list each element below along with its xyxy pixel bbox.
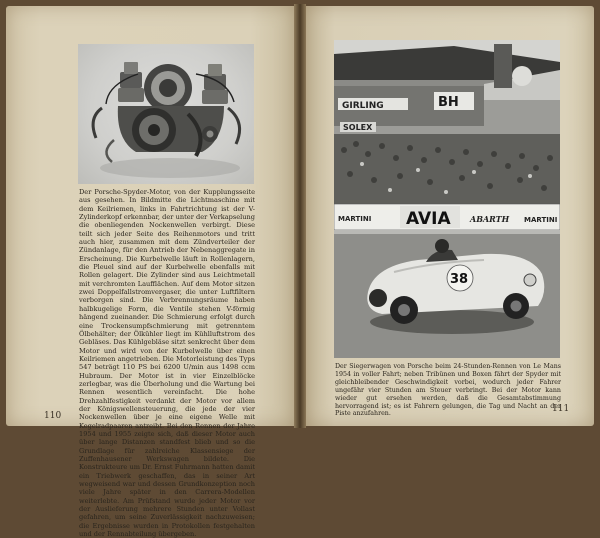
right-page-number: 111	[552, 404, 570, 414]
sign-solex: SOLEX	[343, 123, 373, 132]
sign-bh: BH	[438, 95, 459, 110]
book-gutter	[294, 4, 306, 428]
sign-martini-right: MARTINI	[524, 216, 558, 224]
right-page	[306, 6, 594, 426]
engine-photo	[78, 44, 254, 184]
sign-girling: GIRLING	[342, 101, 384, 111]
race-caption-paragraph: Der Siegerwagen von Porsche beim 24-Stunden-Rennen von Le Mans 1954 in voller Fahrt; neben Tribünen und Boxen fährt der Spyder mit gleichbleibender Geschwindigkeit vorbei, wodurch jeder Fahrer ungefähr vier Stunden am Steuer verbringt. Bei der Motor kann wieder gut ersehen werden, daß die Gesamtabstimmung hervorragend ist; es ist Fahrern gelungen, die Tag und Nacht an der Piste anzufahren.	[335, 363, 561, 418]
engine-description-text	[79, 188, 255, 538]
sign-avia: AVIA	[406, 209, 451, 229]
race-scene	[334, 40, 560, 358]
left-page	[6, 6, 294, 538]
race-photo	[334, 40, 560, 358]
engine-illustration	[78, 44, 254, 184]
sign-abarth: ABARTH	[470, 214, 510, 224]
engine-description-paragraph: Der Porsche-Spyder-Motor, von der Kupplungsseite aus gesehen. In Bildmitte die Lichtmaschine mit dem Keilriemen, links in Fahrtrichtung ist der V-Zylinderkopf erkennbar, der unter der Verkapselung die obenliegenden Nockenwellen verbirgt. Diese teilt sich jeder Seite des Reihenmotors und tritt auch hier, zusammen mit dem Zündverteiler der Zündanlage, für den Antrieb der Nebenaggregate in Erscheinung. Die Kurbelwelle läuft in Rollenlagern, die Pleuel sind auf der Kurbelwelle ebenfalls mit Rollen gelagert. Die Zylinder sind aus Leichtmetall mit verchromten Laufflächen. Auf dem Motor sitzen zwei Doppelfallstromvergaser, die unter Luftfiltern verborgen sind. Die Verbrennungsräume haben halbkugelige Form, die Ventile stehen V-förmig hängend zueinander. Die Schmierung erfolgt durch eine Trockensumpfschmierung mit getrenntem Ölbehälter; der Ölkühler liegt im Kühlluftstrom des Gebläses. Das Kühlgebläse sitzt senkrecht über dem Motor und wird von der Kurbelwelle über einen Keilriemen angetrieben. Die Motorleistung des Typs 547 beträgt 110 PS bei 6200 U/min aus 1498 ccm Hubraum. Der Motor ist in vier Einzelblöcke zerlegbar, was die Überholung und die Wartung bei Rennen wesentlich vereinfacht. Die hohe Drehzahlfestigkeit verdankt der Motor vor allem der Königswellensteuerung, die jede der vier Nockenwellen über je eine eigene Welle mit Kegelradpaaren antreibt. Bei den Rennen der Jahre 1954 und 1955 zeigte sich, daß dieser Motor auch über lange Distanzen standfest blieb und so die Grundlage für zahlreiche Klassensiege der Zuffenhausener Werkswagen bildete. Die Konstrukteure um Dr. Ernst Fuhrmann hatten damit ein Triebwerk geschaffen, das in seiner Art wegweisend war und dessen Grundkonzeption noch viele Jahre später in den Carrera-Modellen weiterlebte. Am Prüfstand wurde jeder Motor vor der Auslieferung mehrere Stunden unter Vollast gefahren, um seine Zuverlässigkeit nachzuweisen; die Ergebnisse wurden in Protokollen festgehalten und der Rennabteilung übergeben.	[79, 188, 255, 538]
sign-martini-left: MARTINI	[338, 215, 372, 223]
car-number: 38	[450, 272, 469, 287]
left-page-number: 110	[44, 411, 62, 421]
race-photo-caption	[335, 363, 561, 418]
